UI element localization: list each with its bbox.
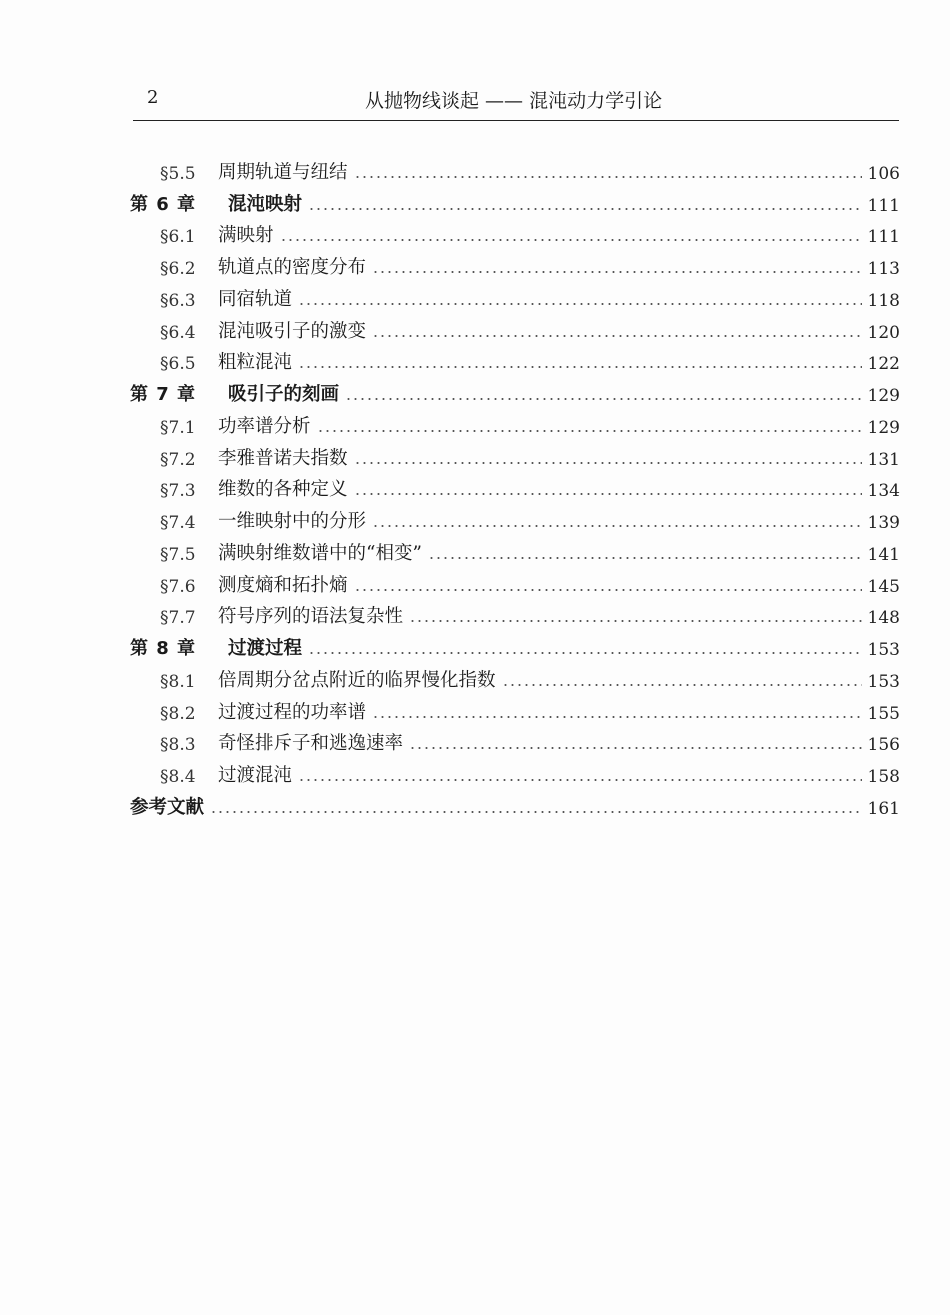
entry-title: 功率谱分析: [218, 415, 311, 437]
entry-title: 混沌吸引子的激变: [218, 320, 367, 342]
dot-leader: [354, 447, 862, 465]
section-number: §6.4: [160, 322, 196, 343]
dot-leader: [345, 383, 862, 401]
toc-chapter-entry[interactable]: [130, 374, 900, 406]
entry-page-number: 153: [867, 640, 900, 660]
toc-section-entry[interactable]: [130, 438, 900, 470]
entry-title: 混沌映射: [228, 193, 303, 215]
entry-page-number: 106: [867, 163, 900, 184]
toc-section-entry[interactable]: [130, 501, 900, 533]
section-number: §7.1: [160, 417, 196, 438]
entry-page-number: 161: [867, 798, 900, 819]
running-header: [133, 84, 899, 121]
toc-section-entry[interactable]: [130, 152, 900, 184]
entry-title: 李雅普诺夫指数: [218, 447, 348, 469]
toc-chapter-entry[interactable]: [130, 184, 900, 216]
section-number: §8.4: [160, 767, 196, 787]
toc-section-entry[interactable]: [130, 311, 900, 343]
entry-page-number: 134: [867, 481, 900, 502]
section-number: §7.2: [160, 449, 196, 470]
section-number: §6.1: [160, 227, 196, 248]
section-number: §6.3: [160, 290, 196, 311]
entry-page-number: 158: [867, 767, 900, 787]
dot-leader: [354, 161, 862, 179]
toc-section-entry[interactable]: [130, 692, 900, 724]
toc-section-entry[interactable]: [130, 755, 900, 787]
dot-leader: [372, 320, 862, 338]
entry-page-number: 155: [867, 703, 900, 724]
section-number: §7.3: [160, 481, 196, 502]
entry-page-number: 141: [867, 544, 900, 565]
toc-section-entry[interactable]: [130, 533, 900, 565]
entry-page-number: 129: [867, 386, 900, 406]
entry-page-number: 111: [867, 227, 900, 248]
entry-page-number: 131: [867, 449, 900, 470]
toc-section-entry[interactable]: [130, 216, 900, 248]
running-title: 从抛物线谈起 —— 混沌动力学引论: [365, 90, 663, 112]
entry-page-number: 118: [867, 290, 900, 311]
entry-title: 过渡混沌: [218, 765, 293, 786]
toc-section-entry[interactable]: [130, 470, 900, 502]
dot-leader: [308, 193, 862, 211]
toc-section-entry[interactable]: [130, 247, 900, 279]
toc-section-entry[interactable]: [130, 279, 900, 311]
chapter-number: 第 7 章: [130, 384, 197, 405]
entry-title: 满映射维数谱中的“相变”: [218, 542, 422, 564]
section-number: §8.1: [160, 671, 196, 692]
dot-leader: [317, 415, 862, 433]
dot-leader: [354, 478, 862, 496]
dot-leader: [372, 256, 862, 274]
entry-title: 符号序列的语法复杂性: [218, 606, 404, 628]
page-number: 2: [147, 87, 159, 108]
dot-leader: [409, 605, 862, 623]
dot-leader: [372, 701, 862, 719]
toc-section-entry[interactable]: [130, 597, 900, 629]
entry-page-number: 129: [867, 417, 900, 438]
entry-title: 吸引子的刻画: [228, 384, 340, 405]
dot-leader: [372, 510, 862, 528]
dot-leader: [409, 732, 862, 750]
entry-title: 奇怪排斥子和逃逸速率: [218, 733, 404, 755]
section-number: §7.7: [160, 608, 196, 629]
entry-page-number: 153: [867, 671, 900, 692]
section-number: §6.5: [160, 354, 196, 375]
entry-title: 倍周期分岔点附近的临界慢化指数: [218, 669, 496, 691]
dot-leader: [210, 796, 862, 814]
section-number: §6.2: [160, 259, 196, 279]
section-number: §7.6: [160, 576, 196, 597]
toc-section-entry[interactable]: [130, 660, 900, 692]
section-number: §7.5: [160, 544, 196, 565]
entry-title: 轨道点的密度分布: [218, 257, 367, 278]
entry-title: 一维映射中的分形: [218, 511, 367, 532]
toc-section-entry[interactable]: [130, 565, 900, 597]
toc-section-entry[interactable]: [130, 724, 900, 756]
entry-title: 维数的各种定义: [218, 479, 348, 501]
entry-page-number: 113: [867, 259, 900, 279]
entry-page-number: 156: [867, 735, 900, 756]
section-number: §8.3: [160, 735, 196, 756]
dot-leader: [308, 637, 862, 655]
dot-leader: [280, 224, 862, 242]
toc-section-entry[interactable]: [130, 406, 900, 438]
toc-references-entry[interactable]: [130, 787, 900, 819]
dot-leader: [428, 542, 862, 560]
entry-page-number: 120: [867, 322, 900, 343]
entry-page-number: 145: [867, 576, 900, 597]
entry-title: 粗粒混沌: [218, 352, 293, 374]
entry-page-number: 148: [867, 608, 900, 629]
chapter-number: 第 6 章: [130, 193, 197, 215]
entry-title: 周期轨道与纽结: [218, 161, 348, 183]
section-number: §8.2: [160, 703, 196, 724]
dot-leader: [354, 574, 862, 592]
entry-title: 同宿轨道: [218, 288, 293, 310]
section-number: §5.5: [160, 163, 196, 184]
chapter-number: 第 8 章: [130, 638, 197, 659]
dot-leader: [502, 669, 862, 687]
entry-title: 过渡过程: [228, 638, 303, 659]
section-number: §7.4: [160, 513, 196, 533]
entry-page-number: 122: [867, 354, 900, 375]
toc-chapter-entry[interactable]: [130, 628, 900, 660]
entry-page-number: 139: [867, 513, 900, 533]
entry-page-number: 111: [867, 195, 900, 216]
entry-title: 测度熵和拓扑熵: [218, 574, 348, 596]
dot-leader: [298, 764, 862, 782]
table-of-contents: [130, 152, 900, 819]
dot-leader: [298, 288, 862, 306]
dot-leader: [298, 351, 862, 369]
entry-title: 满映射: [218, 225, 274, 247]
toc-section-entry[interactable]: [130, 343, 900, 375]
entry-title: 参考文献: [130, 796, 205, 818]
entry-title: 过渡过程的功率谱: [218, 701, 367, 723]
